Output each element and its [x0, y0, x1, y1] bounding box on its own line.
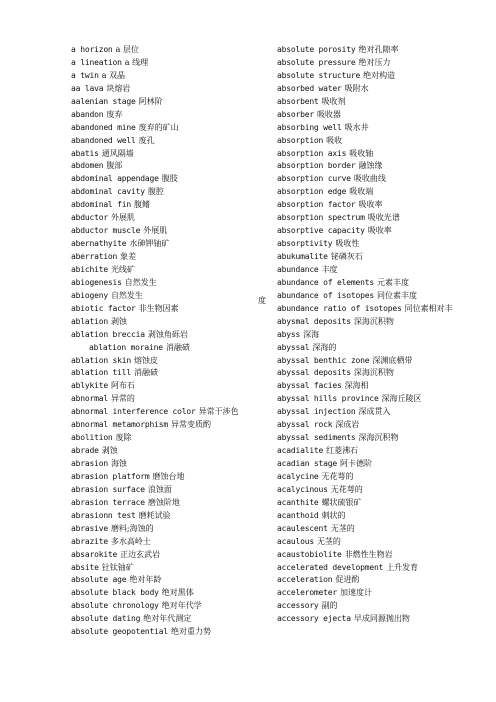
entry-term: abrasion surface: [71, 484, 145, 494]
glossary-entry: [277, 536, 477, 549]
entry-term: abrazite: [71, 536, 108, 546]
glossary-entry: [71, 523, 271, 536]
entry-translation: 吸收端: [349, 187, 374, 197]
entry-term: ablation till: [71, 368, 132, 378]
entry-term: a horizon: [71, 45, 113, 54]
entry-term: abnormal interference color: [71, 407, 196, 417]
glossary-entry: [277, 355, 477, 368]
entry-term: abyssal deposits: [277, 368, 351, 378]
entry-translation: 吸收器: [316, 109, 341, 119]
entry-term: abyssal rock: [277, 420, 333, 430]
entry-term: abnormal: [71, 394, 108, 404]
entry-term: absolute chronology: [71, 601, 159, 611]
glossary-entry: [71, 432, 271, 445]
entry-term: abrasionn test: [71, 510, 136, 520]
entry-term: abyssal injection: [277, 407, 356, 417]
entry-term: acadian stage: [277, 459, 338, 468]
entry-translation: 绝对年代学: [161, 601, 202, 611]
glossary-entry: [71, 562, 271, 575]
entry-term: ablation: [71, 316, 108, 326]
glossary-entry: [71, 44, 271, 57]
entry-translation: 异常干涉色: [198, 407, 239, 417]
glossary-entry: [71, 419, 271, 432]
glossary-entry: [71, 57, 271, 70]
entry-translation: 废弃的矿山: [138, 122, 179, 132]
entry-term: acaustobiolite: [277, 549, 342, 559]
glossary-entry: [277, 510, 477, 523]
glossary-entry: [71, 329, 271, 342]
glossary-entry: [71, 367, 271, 380]
glossary-entry: [277, 290, 477, 303]
glossary-entry: [71, 393, 271, 406]
entry-term: absolute age: [71, 575, 127, 585]
entry-translation: 同位素丰度: [376, 290, 417, 300]
entry-term: abiogeny: [71, 290, 108, 300]
entry-term: ablation moraine: [89, 342, 163, 352]
entry-translation: 绝对黑体: [161, 588, 194, 598]
entry-translation: 无茎的: [316, 536, 341, 546]
entry-term: abdominal cavity: [71, 187, 145, 197]
entry-translation: 海蚀: [110, 459, 127, 468]
entry-term: abundance of elements: [277, 277, 374, 287]
entry-term: acceleration: [277, 575, 333, 585]
entry-translation: 通风隔墙: [101, 148, 134, 158]
entry-translation: 非燃性生物岩: [344, 549, 393, 559]
entry-translation: 深海沉积物: [353, 368, 394, 378]
entry-translation: 非生物因素: [138, 303, 179, 313]
glossary-entry: [71, 574, 271, 587]
glossary-entry: [71, 264, 271, 277]
entry-term: abandoned mine: [71, 122, 136, 132]
glossary-entry: [71, 355, 271, 368]
entry-translation: 深海丘陵区: [381, 394, 422, 404]
entry-term: abyssal benthic zone: [277, 355, 370, 365]
entry-translation: 异常变质酌: [170, 420, 211, 430]
entry-translation: 绝对构造: [363, 70, 396, 80]
entry-term: accelerated development: [277, 562, 384, 572]
entry-translation: 磨蚀阶地: [147, 497, 180, 507]
entry-translation: a 线理: [124, 57, 149, 67]
entry-term: absorption edge: [277, 187, 347, 197]
entry-translation: 吸收曲线: [353, 174, 386, 184]
entry-term: ablation skin: [71, 355, 132, 365]
entry-term: abrasive: [71, 523, 108, 533]
glossary-entry: [71, 186, 271, 199]
glossary-entry: [71, 484, 271, 497]
entry-term: acalycinous: [277, 484, 328, 494]
entry-translation: 吸收性: [335, 239, 360, 249]
entry-term: acanthite: [277, 497, 319, 507]
entry-term: absite: [71, 562, 99, 572]
entry-translation: a 层位: [115, 45, 139, 54]
entry-translation: 腹部: [106, 161, 123, 171]
entry-term: abichite: [71, 264, 108, 274]
wrapped-text-continuation: 度: [258, 295, 266, 305]
entry-translation: 废除: [115, 433, 132, 443]
entry-translation: 阿卡德阶: [340, 459, 373, 468]
glossary-entry: [71, 471, 271, 484]
glossary-entry: [277, 549, 477, 562]
glossary-entry: [277, 367, 477, 380]
entry-term: abdomen: [71, 161, 104, 171]
glossary-entry: [277, 613, 477, 626]
glossary-entry: [71, 613, 271, 626]
glossary-entry: [277, 96, 477, 109]
entry-translation: 上升发育: [386, 562, 419, 572]
entry-translation: 同位素相对丰: [404, 303, 453, 313]
glossary-entry: [277, 406, 477, 419]
entry-term: abyssal facies: [277, 381, 342, 391]
entry-term: abrade: [71, 446, 99, 456]
entry-term: absorption: [277, 135, 324, 145]
entry-term: accessory: [277, 601, 319, 611]
entry-translation: 吸收光谱: [367, 213, 400, 223]
entry-term: a lineation: [71, 57, 122, 67]
entry-term: abnormal metamorphism: [71, 420, 168, 430]
glossary-entry: [277, 600, 477, 613]
entry-term: abiotic factor: [71, 303, 136, 313]
entry-term: acaulous: [277, 536, 314, 546]
glossary-entry: [71, 458, 271, 471]
glossary-entry: [277, 342, 477, 355]
entry-term: absolute geopotential: [71, 627, 168, 637]
glossary-entry: [71, 497, 271, 510]
entry-term: accessory ejecta: [277, 614, 351, 624]
glossary-entry: [71, 626, 271, 639]
glossary-entry: [277, 122, 477, 135]
glossary-entry: [277, 445, 477, 458]
glossary-entry: [71, 277, 271, 290]
entry-translation: 深海的: [312, 342, 337, 352]
entry-term: accelerometer: [277, 588, 338, 598]
entry-translation: 消融碛: [165, 342, 190, 352]
glossary-entry: [71, 536, 271, 549]
entry-translation: 钍钛铀矿: [101, 562, 134, 572]
glossary-entry: [277, 148, 477, 161]
entry-translation: 剥蚀: [101, 446, 118, 456]
entry-translation: 深海沉积物: [353, 316, 394, 326]
entry-translation: a 双晶: [101, 70, 126, 80]
entry-term: absorptivity: [277, 239, 333, 249]
entry-translation: 水砷钾铀矿: [129, 239, 170, 249]
entry-term: acalycine: [277, 471, 319, 481]
glossary-entry: [277, 70, 477, 83]
entry-translation: 绝对年代测定: [143, 614, 192, 624]
entry-term: absorbing well: [277, 122, 342, 132]
entry-term: abatis: [71, 148, 99, 158]
entry-term: absolute dating: [71, 614, 141, 624]
entry-term: absorbent: [277, 96, 319, 106]
entry-translation: 加速度计: [340, 588, 373, 598]
entry-term: absorption border: [277, 161, 356, 171]
glossary-entry: [71, 600, 271, 613]
entry-translation: 吸收剂: [321, 96, 346, 106]
glossary-entry: [277, 186, 477, 199]
entry-translation: 早成同源抛出物: [353, 614, 410, 624]
entry-translation: 螺状硫银矿: [321, 497, 362, 507]
glossary-entry: [277, 277, 477, 290]
glossary-entry: [71, 173, 271, 186]
entry-translation: 外展肌: [143, 226, 168, 236]
entry-term: aalenian stage: [71, 96, 136, 106]
entry-translation: 丰度: [321, 264, 338, 274]
glossary-entry: [277, 83, 477, 96]
entry-term: abyssal hills province: [277, 394, 379, 404]
glossary-entry: [71, 290, 271, 303]
entry-translation: 吸收: [326, 135, 343, 145]
glossary-entry: [277, 523, 477, 536]
entry-term: acanthoid: [277, 510, 319, 520]
entry-term: acadialite: [277, 446, 324, 456]
entry-term: abyssal sediments: [277, 433, 356, 443]
entry-term: ablykite: [71, 381, 108, 391]
glossary-entry: [277, 44, 477, 57]
entry-term: abundance of isotopes: [277, 290, 374, 300]
glossary-entry: [71, 70, 271, 83]
entry-term: abysmal deposits: [277, 316, 351, 326]
entry-translation: 熔蚀皮: [134, 355, 159, 365]
entry-term: absolute structure: [277, 70, 361, 80]
entry-translation: 阿布石: [110, 381, 135, 391]
glossary-entry: [71, 251, 271, 264]
entry-translation: 磨耗试验: [138, 510, 171, 520]
entry-term: absolute pressure: [277, 57, 356, 67]
entry-translation: 自然发生: [124, 277, 157, 287]
glossary-entry: [71, 406, 271, 419]
entry-term: absorption spectrum: [277, 213, 365, 223]
glossary-entry: [277, 160, 477, 173]
entry-translation: 吸收率: [358, 200, 383, 210]
glossary-entry: [277, 251, 477, 264]
entry-translation: 绝对年龄: [129, 575, 162, 585]
glossary-entry: [71, 109, 271, 122]
glossary-entry: [71, 148, 271, 161]
glossary-entry: [71, 342, 271, 355]
entry-term: abyssal: [277, 342, 310, 352]
entry-translation: 铋磷灰石: [330, 252, 363, 261]
entry-translation: 深渊底栖带: [372, 355, 413, 365]
entry-term: abrasion: [71, 459, 108, 468]
glossary-entry: [71, 225, 271, 238]
glossary-entry: [71, 212, 271, 225]
glossary-entry: [277, 316, 477, 329]
entry-term: a twin: [71, 70, 99, 80]
entry-translation: 腹肢: [161, 174, 178, 184]
entry-term: abdominal appendage: [71, 174, 159, 184]
glossary-entry: [71, 160, 271, 173]
entry-translation: 腹腔: [147, 187, 164, 197]
entry-translation: 吸附水: [344, 83, 369, 93]
entry-term: absolute porosity: [277, 45, 356, 54]
entry-translation: 红菱沸石: [326, 446, 359, 456]
entry-term: absorption factor: [277, 200, 356, 210]
entry-translation: 腹鳍: [134, 200, 151, 210]
entry-term: abductor: [71, 213, 108, 223]
entry-term: abandoned well: [71, 135, 136, 145]
glossary-entry: [277, 419, 477, 432]
entry-translation: 绝对压力: [358, 57, 391, 67]
entry-term: abrasion terrace: [71, 497, 145, 507]
glossary-entry: [277, 199, 477, 212]
glossary-entry: [277, 225, 477, 238]
entry-translation: 副的: [321, 601, 338, 611]
entry-term: abernathyite: [71, 239, 127, 249]
glossary-entry: [71, 122, 271, 135]
glossary-entry: [71, 199, 271, 212]
entry-translation: 深成岩: [335, 420, 360, 430]
glossary-entry: [71, 238, 271, 251]
glossary-column-right: [277, 44, 477, 626]
glossary-entry: [277, 173, 477, 186]
glossary-entry: [71, 316, 271, 329]
entry-term: abundance: [277, 264, 319, 274]
glossary-entry: [277, 562, 477, 575]
entry-translation: 光线矿: [110, 264, 135, 274]
glossary-entry: [71, 510, 271, 523]
entry-term: abductor muscle: [71, 226, 141, 236]
entry-translation: 消融碛: [134, 368, 159, 378]
entry-translation: 绝对孔隙率: [358, 45, 399, 54]
entry-translation: 吸收轴: [349, 148, 374, 158]
entry-term: absorption axis: [277, 148, 347, 158]
entry-term: abdominal fin: [71, 200, 132, 210]
glossary-entry: [277, 471, 477, 484]
glossary-entry: [277, 574, 477, 587]
entry-term: absolute black body: [71, 588, 159, 598]
glossary-entry: [277, 57, 477, 70]
glossary-entry: [71, 96, 271, 109]
entry-translation: 阿林阶: [138, 96, 163, 106]
glossary-entry: [277, 109, 477, 122]
glossary-entry: [277, 458, 477, 471]
entry-translation: 象差: [120, 252, 137, 261]
glossary-entry: [277, 497, 477, 510]
entry-translation: 磨蚀台地: [152, 471, 185, 481]
entry-translation: 外展肌: [110, 213, 135, 223]
entry-translation: 无茎的: [330, 523, 355, 533]
glossary-entry: [277, 264, 477, 277]
entry-term: abukumalite: [277, 252, 328, 261]
entry-translation: 促进酌: [335, 575, 360, 585]
entry-translation: 深海相: [344, 381, 369, 391]
entry-translation: 吸收率: [367, 226, 392, 236]
entry-term: absorber: [277, 109, 314, 119]
entry-translation: 吸水井: [344, 122, 369, 132]
glossary-entry: [277, 135, 477, 148]
glossary-entry: [277, 329, 477, 342]
entry-translation: 废孔: [138, 135, 155, 145]
entry-translation: 浪蚀面: [147, 484, 172, 494]
glossary-entry: [277, 432, 477, 445]
glossary-entry: [71, 380, 271, 393]
entry-translation: 废弃: [106, 109, 123, 119]
entry-term: absorption curve: [277, 174, 351, 184]
entry-translation: 异常的: [110, 394, 135, 404]
entry-translation: 磨料;海蚀的: [110, 523, 154, 533]
entry-term: absorptive capacity: [277, 226, 365, 236]
entry-term: aa lava: [71, 83, 104, 93]
glossary-entry: [277, 238, 477, 251]
entry-translation: 深海: [303, 329, 320, 339]
glossary-entry: [71, 445, 271, 458]
entry-translation: 正边玄武岩: [120, 549, 161, 559]
entry-term: abandon: [71, 109, 104, 119]
entry-translation: 深海沉积物: [358, 433, 399, 443]
entry-term: absarokite: [71, 549, 118, 559]
entry-term: abundance ratio of isotopes: [277, 303, 402, 313]
glossary-entry: [277, 484, 477, 497]
entry-translation: 刺状的: [321, 510, 346, 520]
entry-translation: 元素丰度: [376, 277, 409, 287]
entry-term: aberration: [71, 252, 118, 261]
entry-term: abiogenesis: [71, 277, 122, 287]
entry-translation: 深成贯入: [358, 407, 391, 417]
entry-term: acaulescent: [277, 523, 328, 533]
glossary-entry: [71, 83, 271, 96]
glossary-entry: [277, 303, 477, 316]
entry-translation: 无花萼的: [321, 471, 354, 481]
entry-translation: 无花萼的: [330, 484, 363, 494]
entry-term: abolition: [71, 433, 113, 443]
glossary-entry: [71, 303, 271, 316]
glossary-entry: [71, 135, 271, 148]
glossary-entry: [71, 549, 271, 562]
entry-translation: 融蚀缘: [358, 161, 383, 171]
entry-translation: 多水高岭土: [110, 536, 151, 546]
entry-translation: 块熔岩: [106, 83, 131, 93]
entry-translation: 剥蚀角砾岩: [147, 329, 188, 339]
entry-term: ablation breccia: [71, 329, 145, 339]
entry-term: abrasion platform: [71, 471, 150, 481]
entry-term: abyss: [277, 329, 301, 339]
glossary-entry: [277, 380, 477, 393]
entry-translation: 绝对重力势: [170, 627, 211, 637]
glossary-entry: [71, 587, 271, 600]
glossary-entry: [277, 212, 477, 225]
entry-translation: 剥蚀: [110, 316, 127, 326]
entry-term: absorbed water: [277, 83, 342, 93]
entry-translation: 自然发生: [110, 290, 143, 300]
glossary-column-left: [71, 44, 271, 639]
glossary-entry: [277, 393, 477, 406]
glossary-entry: [277, 587, 477, 600]
